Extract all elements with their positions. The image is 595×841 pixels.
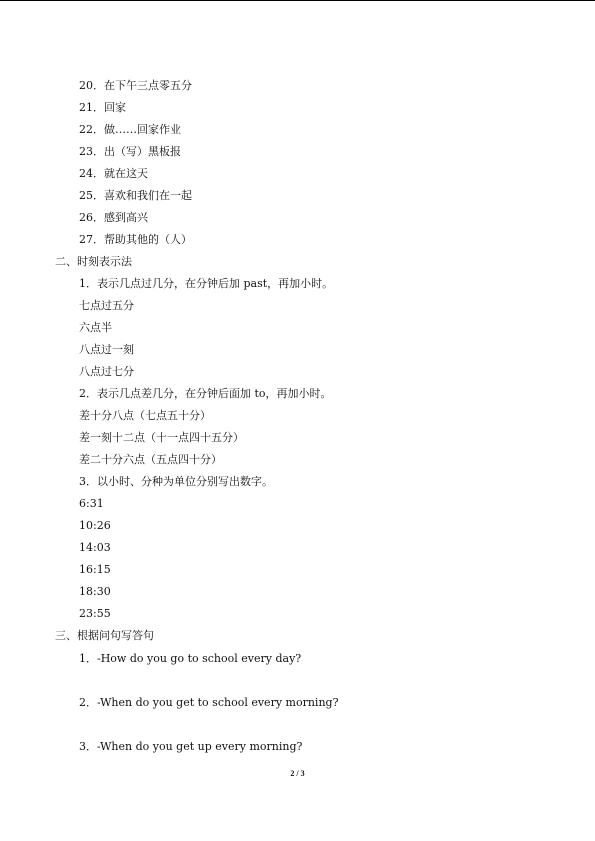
example-line: 差十分八点（七点五十分） [79,409,211,422]
list-item-22: 22．做……回家作业 [79,123,181,136]
time-value: 14:03 [79,541,111,554]
section-heading-3: 三、根据问句写答句 [55,629,154,642]
time-value: 6:31 [79,497,104,510]
list-item-20: 20．在下午三点零五分 [79,79,192,92]
list-item-24: 24．就在这天 [79,167,148,180]
question-1: 1．-How do you go to school every day? [79,652,302,665]
example-line: 差二十分六点（五点四十分） [79,453,222,466]
example-line: 六点半 [79,321,112,334]
list-item-23: 23．出（写）黑板报 [79,145,181,158]
list-item-26: 26．感到高兴 [79,211,148,224]
list-item-21: 21．回家 [79,101,126,114]
example-line: 差一刻十二点（十一点四十五分） [79,431,244,444]
example-line: 八点过一刻 [79,343,134,356]
example-line: 七点过五分 [79,299,134,312]
question-3: 3．-When do you get up every morning? [79,740,303,753]
time-value: 16:15 [79,563,111,576]
example-line: 八点过七分 [79,365,134,378]
rule-item-2: 2．表示几点差几分，在分钟后面加 to，再加小时。 [79,387,332,400]
list-item-27: 27．帮助其他的（人） [79,233,192,246]
rule-item-1: 1．表示几点过几分，在分钟后加 past，再加小时。 [79,277,334,290]
list-item-25: 25．喜欢和我们在一起 [79,189,192,202]
section-heading-2: 二、时刻表示法 [55,255,132,268]
time-value: 10:26 [79,519,111,532]
question-2: 2．-When do you get to school every morning? [79,696,339,709]
page-number: 2 / 3 [290,769,305,778]
rule-item-3: 3．以小时、分种为单位分别写出数字。 [79,475,273,488]
time-value: 18:30 [79,585,111,598]
top-rule [0,0,595,1]
time-value: 23:55 [79,607,111,620]
